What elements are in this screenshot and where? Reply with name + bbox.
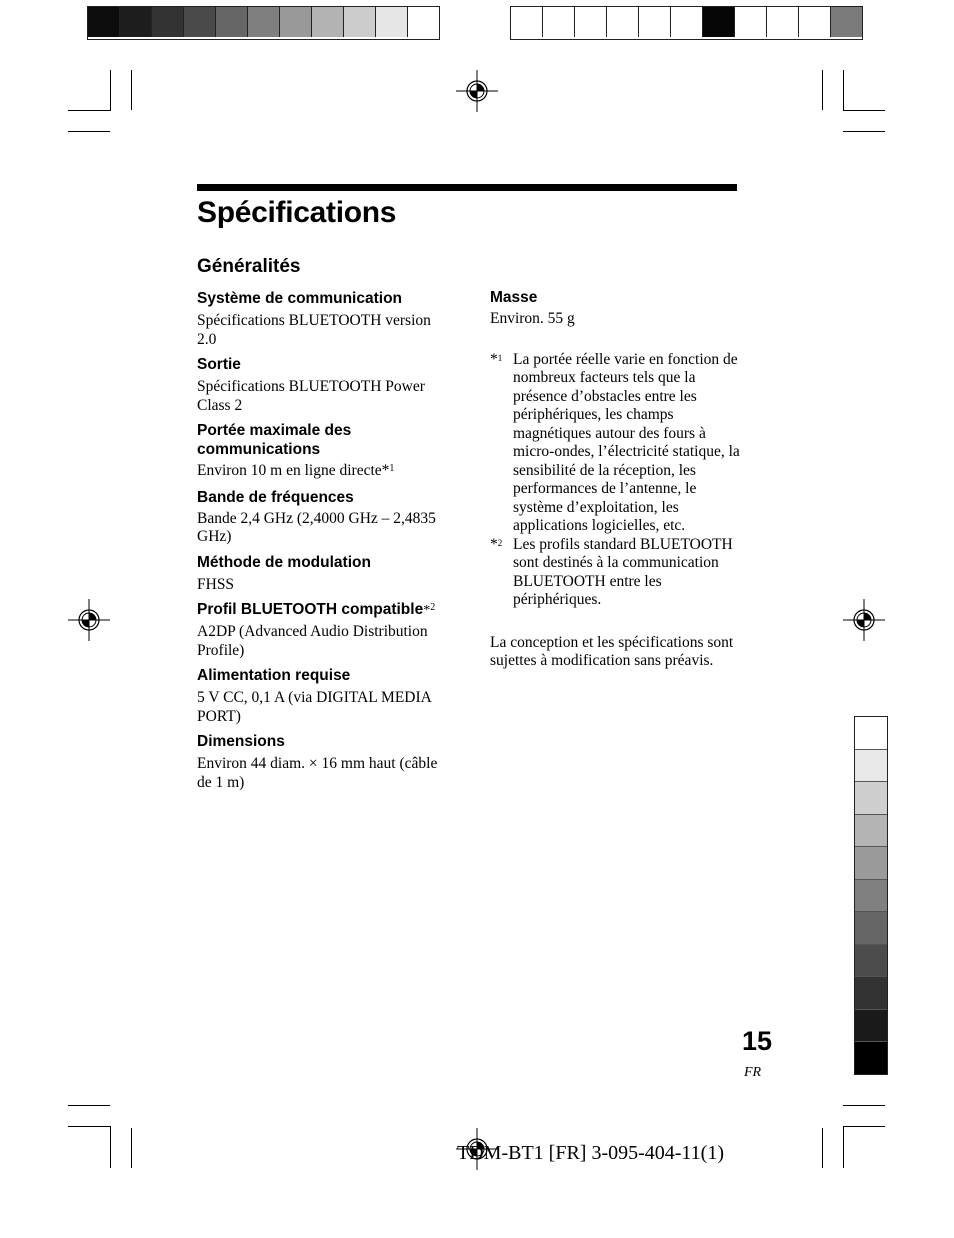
spec-label: Profil BLUETOOTH compatible*$^2$ xyxy=(197,601,436,618)
color-swatch xyxy=(248,7,280,37)
spec-label: Alimentation requise xyxy=(197,667,351,684)
page-number: 15 xyxy=(742,1026,773,1056)
color-swatch xyxy=(855,782,887,815)
footnote-mark: *$^2$ xyxy=(490,535,503,553)
color-swatch xyxy=(855,945,887,978)
color-swatch xyxy=(671,7,703,37)
color-swatch xyxy=(376,7,408,37)
color-swatch xyxy=(855,750,887,783)
footnote-ref: 2 xyxy=(430,602,436,613)
color-swatch xyxy=(607,7,639,37)
spec-value: Spécifications BLUETOOTH Power Class 2 xyxy=(197,378,425,414)
footnote-mark: *$^1$ xyxy=(490,350,503,368)
spec-value: Environ. 55 g xyxy=(490,310,575,327)
color-swatch xyxy=(88,7,120,37)
color-swatch xyxy=(767,7,799,37)
color-swatch xyxy=(152,7,184,37)
color-calibration-bar-side xyxy=(854,716,888,1075)
color-swatch xyxy=(855,1010,887,1043)
color-swatch xyxy=(639,7,671,37)
color-swatch xyxy=(855,977,887,1010)
color-swatch xyxy=(799,7,831,37)
registration-mark-icon xyxy=(68,599,110,641)
spec-label: Bande de fréquences xyxy=(197,488,354,506)
spec-value: Bande 2,4 GHz (2,4000 GHz – 2,4835 GHz) xyxy=(197,509,436,545)
color-swatch xyxy=(735,7,767,37)
color-swatch xyxy=(184,7,216,37)
footnote-ref: 1 xyxy=(389,463,395,474)
spec-value: A2DP (Advanced Audio Distribution Profile) xyxy=(197,623,428,659)
color-swatch xyxy=(344,7,376,37)
color-swatch xyxy=(855,847,887,880)
spec-item xyxy=(197,600,447,660)
specs-left-column xyxy=(197,289,447,792)
color-calibration-bar-right xyxy=(510,6,863,40)
footnote-text: Les profils standard BLUETOOTH sont destinés à la communication BLUETOOTH entre les périphériques. xyxy=(513,535,733,608)
spec-item xyxy=(197,421,447,481)
spec-value: 5 V CC, 0,1 A (via DIGITAL MEDIA PORT) xyxy=(197,689,431,725)
registration-mark-icon xyxy=(456,70,498,112)
footnotes xyxy=(490,351,742,610)
spec-label: Sortie xyxy=(197,356,241,373)
disclaimer: La conception et les spécifications sont sujettes à modification sans préavis. xyxy=(490,633,734,669)
spec-value: Environ 44 diam. × 16 mm haut (câble de 1 m) xyxy=(197,755,438,791)
spec-item xyxy=(197,553,447,595)
color-swatch xyxy=(575,7,607,37)
color-swatch xyxy=(855,1042,887,1074)
color-swatch xyxy=(312,7,344,37)
page-title: Spécifications xyxy=(197,196,397,229)
spec-item xyxy=(197,732,447,792)
spec-item xyxy=(490,288,742,329)
specs-right-column xyxy=(490,288,742,671)
color-swatch xyxy=(703,7,735,37)
footnote xyxy=(490,351,742,536)
spec-value: Environ 10 m en ligne directe*$^1$ xyxy=(197,462,395,479)
registration-mark-icon xyxy=(843,599,885,641)
color-swatch xyxy=(511,7,543,37)
color-swatch xyxy=(543,7,575,37)
spec-label: Portée maximale des communications xyxy=(197,422,352,458)
spec-item xyxy=(197,355,447,415)
color-swatch xyxy=(216,7,248,37)
document-code: TDM-BT1 [FR] 3-095-404-11(1) xyxy=(457,1142,725,1164)
language-code: FR xyxy=(744,1065,762,1080)
color-swatch xyxy=(855,815,887,848)
color-swatch xyxy=(280,7,312,37)
spec-item xyxy=(197,666,447,726)
color-swatch xyxy=(408,7,439,37)
spec-label: Système de communication xyxy=(197,290,403,307)
spec-label: Dimensions xyxy=(197,733,285,750)
section-heading: Généralités xyxy=(197,256,301,277)
spec-label: Masse xyxy=(490,289,538,306)
spec-item xyxy=(197,289,447,349)
spec-item xyxy=(197,488,447,547)
spec-label: Méthode de modulation xyxy=(197,553,371,571)
footnote xyxy=(490,536,742,610)
footnote-text: La portée réelle varie en fonction de nombreux facteurs tels que la présence d’obstacles entre les périphériques, les champs magnétiques autour des fours à micro-ondes, l’électricité statique, la sensibilité de la réception, les performances de l’antenne, le système d’exploitation, les applications logicielles, etc. xyxy=(513,350,740,534)
color-swatch xyxy=(855,912,887,945)
spec-value: FHSS xyxy=(197,575,235,593)
color-swatch xyxy=(855,880,887,913)
color-swatch xyxy=(120,7,152,37)
title-rule xyxy=(197,184,737,191)
color-swatch xyxy=(831,7,862,37)
spec-value: Spécifications BLUETOOTH version 2.0 xyxy=(197,312,431,348)
color-calibration-bar-left xyxy=(87,6,440,40)
color-swatch xyxy=(855,717,887,750)
